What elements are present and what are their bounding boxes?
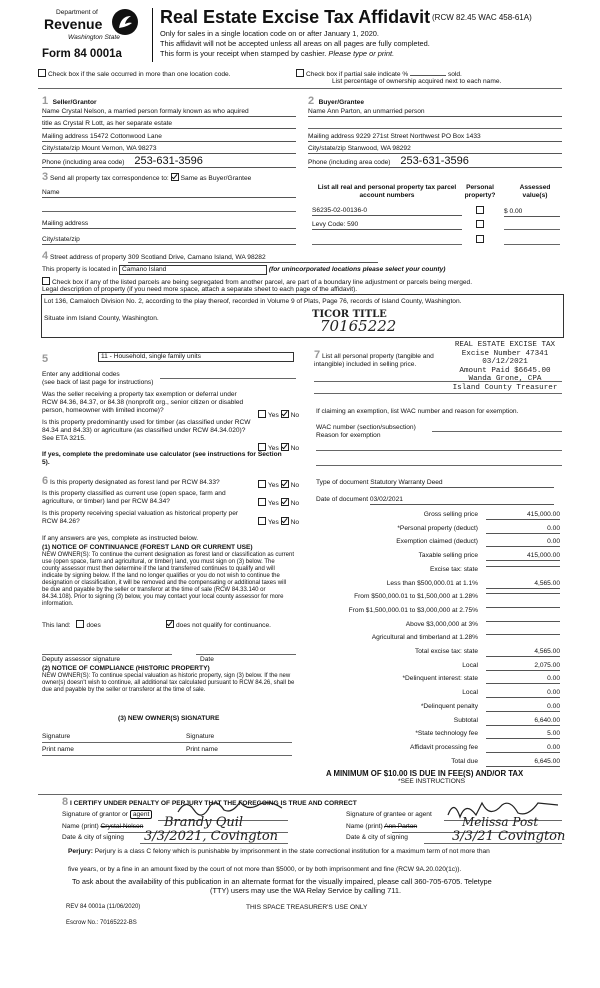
notice-compliance-head: (2) NOTICE OF COMPLIANCE (HISTORIC PROPERTY) — [42, 665, 210, 672]
seller-name-field[interactable]: Crystal Nelson, a married person formaly known as who aquired — [61, 108, 249, 115]
wac-number-label: WAC number (section/subsection) — [316, 424, 416, 431]
q6a-no-checkbox[interactable] — [281, 480, 289, 488]
tax-row-value[interactable]: 4,565.00 — [486, 648, 560, 657]
partial-sale-checkbox[interactable]: Check box if partial sale indicate % sold. — [296, 69, 462, 79]
tax-row-label: Taxable selling price — [418, 552, 478, 559]
seller-phone-row: Phone (including area code) 253-631-3596 — [42, 157, 296, 168]
alternate-format-note: To ask about the availability of this publication in an alternate format for the visually impaired, please call 360-705-6705. Teletype — [72, 877, 492, 886]
legal-line-2: Situate inm Island County, Washington. — [44, 315, 159, 322]
q2-no-checkbox[interactable] — [281, 443, 289, 451]
tax-row-value[interactable]: 2,075.00 — [486, 662, 560, 671]
tax-row-value[interactable]: 6,640.00 — [486, 717, 560, 726]
buyer-section-head: 2 Buyer/Grantee — [308, 95, 365, 107]
tax-row-value[interactable]: 4,565.00 — [486, 580, 560, 589]
tax-row-label: Excise tax: state — [429, 566, 478, 573]
tax-row-value[interactable] — [486, 621, 560, 622]
tax-row-value[interactable]: 0.00 — [486, 744, 560, 753]
street-address-field[interactable]: 309 Scotland Drive, Camano Island, WA 98282 — [128, 254, 378, 263]
perjury-statement: Perjury: Perjury is a class C felony which is punishable by imprisonment in the state correctional institution for a maximum term of not more than — [68, 848, 490, 855]
section-5-number: 5 — [42, 353, 49, 365]
tax-row-value[interactable] — [486, 593, 560, 594]
grantor-struck-name: Crystal Nelson — [100, 823, 144, 830]
grantor-date-label: Date & city of signing — [62, 834, 124, 841]
tax-row-label: Affidavit processing fee — [409, 744, 478, 751]
street-row: 4 Street address of property 309 Scotland Drive, Camano Island, WA 98282 — [42, 252, 378, 263]
q-timber-agriculture: Is this property predominantly used for timber (as classified under RCW 84.34 and 84.33) or agriculture (as classified under RCW 84.34.020)? See ETA 3215. — [42, 419, 251, 442]
exemption-label: If claiming an exemption, list WAC number and reason for exemption. — [316, 408, 519, 415]
tty-note: (TTY) users may use the WA Relay Service by calling 711. — [210, 886, 401, 895]
grantee-date-label: Date & city of signing — [346, 834, 408, 841]
partial-sale-note: List percentage of ownership acquired next to each name. — [332, 78, 502, 85]
correspondence-row: 3 Send all property tax correspondence to: Same as Buyer/Grantee — [42, 171, 252, 183]
personal-property-checkbox-3[interactable] — [476, 235, 484, 243]
see-instructions-note: *SEE INSTRUCTIONS — [398, 778, 466, 785]
q2-yes-checkbox[interactable] — [258, 443, 266, 451]
tax-row-label: *Delinquent interest: state — [402, 675, 478, 682]
q6a-yes-no: Yes No — [258, 480, 299, 490]
q-current-use: Is this property classified as current use (open space, farm and agriculture, or timber) land per RCW 84.34? — [42, 490, 226, 505]
buyer-mail-field[interactable]: 9229 271st Street Northwest PO Box 1433 — [356, 133, 481, 140]
tax-row-value[interactable]: 6,645.00 — [486, 758, 560, 767]
grantor-signature-row: Signature of grantor or agent — [62, 811, 152, 819]
q6b-no-checkbox[interactable] — [281, 498, 289, 506]
does-checkbox[interactable] — [76, 620, 84, 628]
notice-compliance-body: NEW OWNER(S): To continue special valuation as historic property, sign (3) below. If the new owner(s) doesn't wish to continue, all additional tax calculated pursuant to RCW 84.26, shall be due and payable by the seller or transferor at the time of sale. — [42, 673, 295, 693]
agent-selected[interactable]: agent — [130, 810, 153, 819]
legal-line-1: Lot 136, Camaloch Division No. 2, according to the play thereof, recorded in Volume 9 of Plats, Page 76, records of Island County, Washington. — [44, 298, 462, 305]
tax-row-label: Local — [462, 662, 478, 669]
levy-code-field[interactable]: Levy Code: 590 — [312, 221, 462, 230]
tax-row-label: *Delinquent penalty — [420, 703, 478, 710]
q6c-yes-checkbox[interactable] — [258, 517, 266, 525]
header-line-2: This affidavit will not be accepted unless all areas on all pages are fully completed. — [160, 39, 430, 48]
buyer-city-row: City/state/zip Stanwood, WA 98292 — [308, 145, 562, 154]
tax-row-value[interactable] — [486, 607, 560, 608]
buyer-name-field[interactable]: Ann Parton, an unmarried person — [327, 108, 425, 115]
seller-mail-row: Mailing address 15472 Cottonwood Lane — [42, 133, 296, 142]
grantee-signature-label: Signature of grantee or agent — [346, 811, 432, 818]
additional-codes-note: (see back of last page for instructions) — [42, 379, 154, 386]
escrow-number: Escrow No.: 70165222-BS — [66, 920, 137, 926]
rcw-reference: (RCW 82.45 WAC 458-61A) — [432, 13, 532, 22]
owner-signature-1[interactable]: Signature — [42, 733, 71, 740]
segregated-checkbox-row[interactable]: Check box if any of the listed parcels are being segregated from another parcel, are part of a boundary line adjustment or parcels being merged. — [42, 277, 472, 287]
notice-continuance-head: (1) NOTICE OF CONTINUANCE (FOREST LAND OR CURRENT USE) — [42, 544, 253, 551]
seller-city-row: City/state/zip Mount Vernon, WA 98273 — [42, 145, 296, 154]
header-line-3: This form is your receipt when stamped by cashier. Please type or print. — [160, 49, 395, 58]
tax-row-label: From $500,000.01 to $1,500,000 at 1.28% — [354, 593, 478, 600]
personal-property-list-label: 7 List all personal property (tangible and intangible) included in selling price. — [314, 349, 434, 368]
grantor-handwritten-name: Brandy Quil — [164, 815, 244, 830]
tax-row-label: Less than $500,000.01 at 1.1% — [386, 580, 478, 587]
tax-row-value[interactable]: 415,000.00 — [486, 552, 560, 561]
doc-date-field[interactable]: 03/02/2021 — [370, 496, 554, 505]
location-select[interactable]: Camano Island — [119, 265, 267, 275]
tax-row-value[interactable] — [486, 634, 560, 635]
doc-date-row: Date of document 03/02/2021 — [316, 496, 554, 505]
q1-yes-checkbox[interactable] — [258, 410, 266, 418]
q1-yes-no: Yes No — [258, 410, 299, 420]
grantor-date-city-hand: 3/3/2021, Covington — [144, 829, 279, 844]
grantee-signature — [446, 797, 562, 826]
seller-city-field[interactable]: Mount Vernon, WA 98273 — [81, 145, 157, 152]
land-use-select[interactable]: 11 - Household, single family units — [98, 352, 294, 362]
predominate-use-note: If yes, complete the predominate use calculator (see instructions for Section 5). — [42, 451, 282, 466]
personal-property-checkbox-1[interactable] — [476, 206, 484, 214]
corr-name-field[interactable]: Name — [42, 189, 296, 198]
multi-location-checkbox[interactable]: Check box if the sale occurred in more than one location code. — [38, 69, 231, 79]
buyer-mail-row: Mailing address 9229 271st Street Northwest PO Box 1433 — [308, 133, 562, 142]
buyer-city-field[interactable]: Stanwood, WA 98292 — [347, 145, 411, 152]
exemption-reason-label: Reason for exemption — [316, 432, 381, 439]
owner-signature-2[interactable]: Signature — [186, 733, 215, 740]
checkbox-icon — [296, 69, 304, 77]
assessed-value-head: Assessed value(s) — [519, 184, 551, 199]
certify-statement: 8 I CERTIFY UNDER PENALTY OF PERJURY THAT THE FOREGOING IS TRUE AND CORRECT — [62, 796, 357, 808]
treasurer-use-label: THIS SPACE TREASURER'S USE ONLY — [246, 904, 368, 911]
state-label: Washington State — [68, 34, 120, 41]
q6c-no-checkbox[interactable] — [281, 517, 289, 525]
grantee-handwritten-name: Melissa Post — [462, 815, 539, 829]
tax-row-label: Total excise tax: state — [414, 648, 478, 655]
form-number: Form 84 0001a — [42, 48, 122, 60]
if-any-yes-note: If any answers are yes, complete as instructed below. — [42, 535, 199, 542]
deputy-date-label: Date — [200, 656, 214, 663]
q6c-yes-no: Yes No — [258, 517, 299, 527]
seller-name-field-2[interactable]: title as Crystal R Lott, as her separate estate — [42, 120, 296, 129]
grantor-print-row: Name (print) Crystal Nelson — [62, 823, 144, 830]
tax-row-label: Gross selling price — [423, 511, 478, 518]
tax-row-label: Exemption claimed (deduct) — [396, 538, 478, 545]
grantor-signature — [176, 796, 286, 820]
tax-row-label: Total due — [451, 758, 478, 765]
header-line-1: Only for sales in a single location code on or after January 1, 2020. — [160, 29, 379, 38]
does-not-checkbox[interactable] — [166, 620, 174, 628]
grantee-struck-name: Ann Parton — [384, 823, 418, 830]
tax-row-label: Agricultural and timberland at 1.28% — [371, 634, 478, 641]
same-as-buyer-checkbox[interactable] — [171, 173, 179, 181]
tax-row-value[interactable]: 5.00 — [486, 730, 560, 739]
dept-label: Department of — [56, 9, 98, 16]
tax-row-value[interactable] — [486, 566, 560, 567]
personal-property-head: Personal property? — [464, 184, 496, 199]
buyer-phone-row: Phone (including area code) 253-631-3596 — [308, 157, 562, 168]
q6b-yes-no: Yes No — [258, 498, 299, 508]
q-forest-land: 6 Is this property designated as forest land per RCW 84.33? — [42, 475, 220, 487]
grantee-date-city-hand: 3/3/21 Covington — [452, 829, 566, 844]
doc-type-field[interactable]: Statutory Warranty Deed — [370, 479, 554, 488]
owner-print-name-2[interactable]: Print name — [186, 746, 218, 753]
ticor-order-number: 70165222 — [320, 317, 397, 335]
tax-row-value[interactable]: 0.00 — [486, 538, 560, 547]
minimum-due-note: A MINIMUM OF $10.00 IS DUE IN FEE(S) AND/OR TAX — [326, 769, 524, 778]
page-title: Real Estate Excise Tax Affidavit — [160, 7, 431, 27]
tax-row-label: Above $3,000,000 at 3% — [405, 621, 478, 628]
buyer-name-row: Name Ann Parton, an unmarried person — [308, 108, 562, 117]
revenue-label: Revenue — [44, 16, 103, 32]
seller-section-head: 1 Seller/Grantor — [42, 95, 97, 107]
revision-label: REV 84 0001a (11/06/2020) — [66, 904, 141, 910]
parcel-list-head: List all real and personal property tax parcel account numbers — [317, 184, 457, 199]
q-exemption-deferral: Was the seller receiving a property tax exemption or deferral under RCW 84.36, 84.37, or 84.38 (nonprofit org., senior citizen or disabled person, homeowner with limited income)? — [42, 391, 244, 414]
tax-row-label: *State technology fee — [415, 730, 478, 737]
perjury-statement-2: five years, or by a fine in an amount fixed by the court of not more than $5000, or by both imprisonment and fine (RCW 9A.20.020(1c)). — [68, 866, 462, 873]
q1-no-checkbox[interactable] — [281, 410, 289, 418]
dor-logo-icon — [111, 8, 139, 36]
notice-continuance-body: NEW OWNER(S): To continue the current designation as forest land or classification as current use (open space, farm and agricultural, or timber) land, you must sign on (3) below. The county assessor must then determine if the land transferred continues to qualify and will indicate by signing below. If the land no longer qualifies or you do not wish to continue the designation or classification, it will be removed and the compensating or additional taxes will be due and payable by the seller or transferor at the time of sale (RCW 84.33.140 or 84.34.108). Prior to signing (3) below, you may contact your local county assessor for more information. — [42, 552, 294, 607]
buyer-phone-field[interactable]: 253-631-3596 — [400, 155, 469, 167]
owner-print-name-1[interactable]: Print name — [42, 746, 74, 753]
tax-row-label: Local — [462, 689, 478, 696]
seller-phone-field[interactable]: 253-631-3596 — [134, 155, 203, 167]
tax-row-value[interactable]: 0.00 — [486, 675, 560, 684]
tax-row-label: From $1,500,000.01 to $3,000,000 at 2.75% — [348, 607, 478, 614]
tax-row-label: *Personal property (deduct) — [397, 525, 478, 532]
tax-row-label: Subtotal — [453, 717, 478, 724]
corr-mail-field[interactable]: Mailing address — [42, 220, 296, 229]
grantee-print-row: Name (print) Ann Parton — [346, 823, 418, 830]
assessed-value-field[interactable]: $ 0.00 — [504, 208, 560, 217]
checkbox-icon — [42, 277, 50, 285]
this-land-row: This land: does — [42, 622, 101, 629]
seller-mail-field[interactable]: 15472 Cottonwood Lane — [90, 133, 162, 140]
legal-description-label: Legal description of property (if you need more space, attach a separate sheet to each page of the affidavit). — [42, 286, 358, 293]
new-owner-signature-head: (3) NEW OWNER(S) SIGNATURE — [118, 715, 220, 722]
tax-row-value[interactable]: 415,000.00 — [486, 511, 560, 520]
location-row: This property is located in Camano Island (for unincorporated locations please select your county) — [42, 266, 446, 273]
seller-name-row: Name Crystal Nelson, a married person formaly known as who aquired — [42, 108, 296, 117]
deputy-assessor-label: Deputy assessor signature — [42, 656, 121, 663]
personal-property-checkbox-2[interactable] — [476, 220, 484, 228]
q-historic: Is this property receiving special valuation as historical property per RCW 84.26? — [42, 510, 239, 525]
parcel-number-field[interactable]: S6235-02-00136-0 — [312, 207, 462, 216]
q6b-yes-checkbox[interactable] — [258, 498, 266, 506]
tax-row-value[interactable]: 0.00 — [486, 703, 560, 712]
tax-row-value[interactable]: 0.00 — [486, 525, 560, 534]
corr-city-field[interactable]: City/state/zip — [42, 236, 296, 245]
excise-tax-stamp: REAL ESTATE EXCISE TAX Excise Number 47341 03/12/2021 Amount Paid $6645.00 Wanda Grone, CPA Island County Treasurer — [452, 341, 558, 392]
tax-row-value[interactable]: 0.00 — [486, 689, 560, 698]
q2-yes-no: Yes No — [258, 443, 299, 453]
doc-type-row: Type of document Statutory Warranty Deed — [316, 479, 554, 488]
checkbox-icon — [38, 69, 46, 77]
ticor-title-stamp: TICOR TITLE — [312, 309, 387, 320]
additional-codes-label: Enter any additional codes — [42, 371, 120, 378]
does-not-row: does not qualify for continuance. — [166, 620, 296, 630]
q6a-yes-checkbox[interactable] — [258, 480, 266, 488]
